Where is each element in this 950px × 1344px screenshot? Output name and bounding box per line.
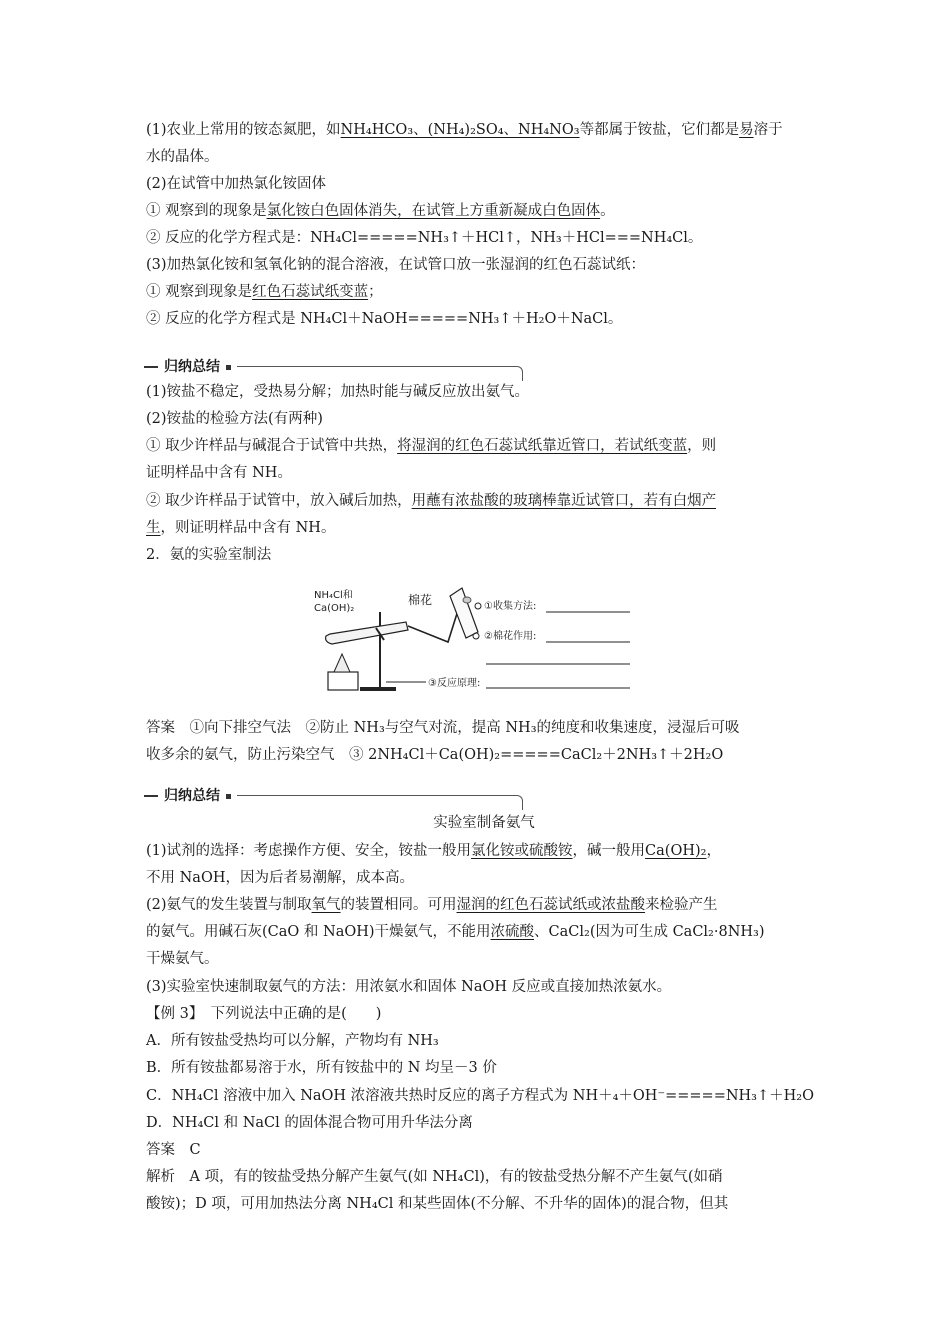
- text: ① 观察到的现象是: [146, 203, 267, 219]
- question-3-label: ③反应原理:: [428, 678, 481, 689]
- cotton-plug: [463, 597, 471, 603]
- summary-header: [146, 359, 523, 381]
- answer-blank: 红色石蕊试纸变蓝: [252, 284, 369, 300]
- alcohol-lamp: [334, 654, 350, 672]
- test-tube: [326, 622, 408, 644]
- dash-icon: [144, 366, 158, 368]
- dash-icon: [144, 795, 158, 797]
- answer-blank: NH₄HCO₃、(NH₄)₂SO₄、NH₄NO₃: [340, 122, 580, 138]
- text-line: 收多余的氨气，防止污染空气 ③ 2NH₄Cl＋Ca(OH)₂=====CaCl₂＋2NH₃↑＋2H₂O: [146, 747, 724, 763]
- option-c: C．NH₄Cl 溶液中加入 NaOH 浓溶液共热时反应的离子方程式为 NH＋₄＋OH⁻=====NH₃↑＋H₂O: [146, 1088, 814, 1104]
- text-line: 水的晶体。: [146, 149, 219, 165]
- text-line: [146, 841, 721, 861]
- text: ① 取少许样品与碱混合于试管中共热，: [146, 438, 398, 454]
- text-line: (3)加热氯化铵和氢氧化钠的混合溶液，在试管口放一张湿润的红色石蕊试纸：: [146, 257, 646, 273]
- summary-title: 实验室制备氨气: [433, 815, 535, 831]
- answer-blank: 易: [739, 122, 754, 138]
- answer-blank: Ca(OH)₂: [645, 843, 707, 859]
- reagent-label-1: NH₄Cl和: [314, 590, 353, 601]
- answer-blank: 氯化铵白色固体消失，在试管上方重新凝成白色固体: [266, 203, 601, 219]
- summary-tag: 归纳总结: [144, 356, 237, 376]
- option-d: D．NH₄Cl 和 NaCl 的固体混合物可用升华法分离: [146, 1115, 473, 1131]
- text-line: ② 反应的化学方程式是 NH₄Cl＋NaOH=====NH₃↑＋H₂O＋NaCl。: [146, 311, 623, 327]
- text: 、CaCl₂(因为可生成 CaCl₂·8NH₃): [534, 924, 765, 940]
- dot-icon: [226, 794, 231, 799]
- burner-block: [328, 672, 358, 690]
- text-line: 2．氨的实验室制法: [146, 547, 272, 563]
- text-line: [146, 282, 383, 302]
- summary-header: [146, 788, 523, 810]
- text: 。: [600, 203, 615, 219]
- text-line: (2)铵盐的检验方法(有两种): [146, 411, 323, 427]
- text-line: 干燥氨气。: [146, 951, 219, 967]
- option-b: B．所有铵盐都易溶于水，所有铵盐中的 N 均呈－3 价: [146, 1060, 497, 1076]
- answer-blank: 氧气: [311, 897, 341, 913]
- answer-blank: 湿润的红色石蕊试纸或浓盐酸: [456, 897, 646, 913]
- cotton-label: 棉花: [408, 593, 433, 607]
- text: ，: [706, 843, 721, 859]
- answer-blank: 用蘸有浓盐酸的玻璃棒靠近试管口，若有白烟产: [411, 493, 717, 509]
- stand-base: [360, 687, 396, 691]
- apparatus-figure: [290, 584, 640, 696]
- text: (1)农业上常用的铵态氮肥，如: [146, 122, 341, 138]
- text-line: [146, 518, 335, 538]
- text-line: [146, 201, 615, 221]
- delivery-tube: [408, 604, 460, 642]
- answer-blank: 生: [146, 520, 161, 536]
- text: 的装置相同。可用: [340, 897, 457, 913]
- text: 溶于: [753, 122, 783, 138]
- question-1-label: ①收集方法:: [484, 601, 537, 612]
- answer-blank: 浓硫酸: [490, 924, 535, 940]
- text-line: [146, 436, 716, 456]
- question-2-label: ②棉花作用:: [484, 631, 537, 642]
- dot-icon: [226, 365, 231, 370]
- text: ② 取少许样品于试管中，放入碱后加热，: [146, 493, 412, 509]
- option-a: A．所有铵盐受热均可以分解，产物均有 NH₃: [146, 1033, 439, 1049]
- reagent-label-2: Ca(OH)₂: [314, 603, 355, 614]
- text: ；: [368, 284, 383, 300]
- collecting-tube: [450, 588, 478, 638]
- text-line: 证明样品中含有 NH。: [146, 465, 292, 481]
- text: ① 观察到现象是: [146, 284, 253, 300]
- text: (1)试剂的选择：考虑操作方便、安全，铵盐一般用: [146, 843, 472, 859]
- text-line: 答案 ①向下排空气法 ②防止 NH₃与空气对流，提高 NH₃的纯度和收集速度，浸湿后可吸: [146, 720, 740, 736]
- text-line: [146, 120, 783, 140]
- text-line: (2)在试管中加热氯化铵固体: [146, 176, 327, 192]
- text-line: (1)铵盐不稳定，受热易分解；加热时能与碱反应放出氨气。: [146, 384, 530, 400]
- text: ，则证明样品中含有 NH。: [160, 520, 336, 536]
- callout-dot: [475, 603, 481, 609]
- text-line: [146, 922, 765, 942]
- answer-blank: 氯化铵或硫酸铵: [471, 843, 573, 859]
- text: 的氨气。用碱石灰(CaO 和 NaOH)干燥氨气，不能用: [146, 924, 491, 940]
- text: (2)氨气的发生装置与制取: [146, 897, 312, 913]
- answer-line: 答案 C: [146, 1142, 201, 1158]
- callout-dot: [473, 633, 479, 639]
- text-line: ② 反应的化学方程式是：NH₄Cl=====NH₃↑＋HCl↑，NH₃＋HCl===NH₄Cl。: [146, 230, 703, 246]
- text: 来检验产生: [645, 897, 718, 913]
- text-line: [146, 491, 716, 511]
- question-stem: 【例 3】 下列说法中正确的是( ): [146, 1006, 382, 1022]
- answer-blank: 将湿润的红色石蕊试纸靠近管口，若试纸变蓝: [397, 438, 688, 454]
- explanation-line: 解析 A 项，有的铵盐受热分解产生氨气(如 NH₄Cl)，有的铵盐受热分解不产生氨气(如硝: [146, 1169, 723, 1185]
- text-line: 不用 NaOH，因为后者易潮解，成本高。: [146, 870, 414, 886]
- text-line: (3)实验室快速制取氨气的方法：用浓氨水和固体 NaOH 反应或直接加热浓氨水。: [146, 979, 672, 995]
- summary-tag: 归纳总结: [144, 785, 237, 805]
- text-line: [146, 895, 718, 915]
- explanation-line: 酸铵)；D 项，可用加热法分离 NH₄Cl 和某些固体(不分解、不升华的固体)的混合物，但其: [146, 1196, 729, 1212]
- text: 等都属于铵盐，它们都是: [579, 122, 740, 138]
- text: ，碱一般用: [572, 843, 646, 859]
- text: ，则: [687, 438, 717, 454]
